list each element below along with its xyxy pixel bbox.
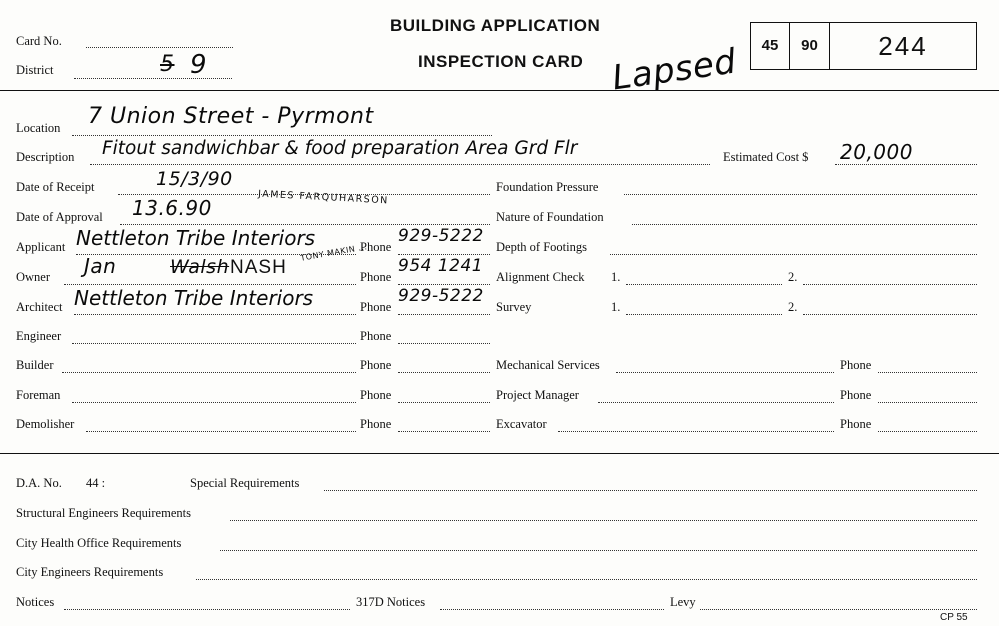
- estimated-cost-value: 20,000: [840, 140, 913, 164]
- owner-first-name: Jan: [84, 254, 117, 278]
- owner-phone: 954 1241: [398, 256, 484, 276]
- foreman-phone-label: Phone: [360, 388, 392, 402]
- card-no-line: [86, 47, 233, 48]
- architect-label: Architect: [16, 300, 63, 314]
- lapsed-signature: Lapsed: [609, 41, 739, 99]
- owner-struck-name: Walsh: [170, 256, 230, 278]
- owner-line: [64, 284, 356, 285]
- structural-engineers-line: [230, 520, 977, 521]
- owner-label: Owner: [16, 270, 51, 284]
- owner-value: NASH: [230, 257, 287, 278]
- survey-1-label: 1.: [611, 300, 621, 314]
- alignment-check-label: Alignment Check: [496, 270, 585, 284]
- alignment-check-2-label: 2.: [788, 270, 798, 284]
- applicant-phone-line: [398, 254, 490, 255]
- estimated-cost-line: [835, 164, 977, 165]
- city-engineers-line: [196, 579, 977, 580]
- foundation-pressure-label: Foundation Pressure: [496, 180, 599, 194]
- foreman-phone-line: [398, 402, 490, 403]
- architect-phone: 929-5222: [398, 286, 484, 306]
- foundation-pressure-line: [624, 194, 977, 195]
- demolisher-line: [86, 431, 356, 432]
- card-box-1: 45: [750, 22, 790, 70]
- estimated-cost-label: Estimated Cost $: [723, 150, 809, 164]
- demolisher-label: Demolisher: [16, 417, 75, 431]
- engineer-phone-line: [398, 343, 490, 344]
- header-divider: [0, 90, 999, 91]
- applicant-phone-label: Phone: [360, 240, 392, 254]
- city-health-label: City Health Office Requirements: [16, 536, 182, 550]
- city-engineers-label: City Engineers Requirements: [16, 565, 164, 579]
- district-value: 9: [190, 50, 208, 80]
- card-box-2: 90: [789, 22, 830, 70]
- depth-of-footings-line: [610, 254, 977, 255]
- excavator-phone-label: Phone: [840, 417, 872, 431]
- mechanical-services-phone-line: [878, 372, 977, 373]
- da-no-label: D.A. No.: [16, 476, 62, 490]
- nature-of-foundation-line: [632, 224, 977, 225]
- district-line: [74, 78, 232, 79]
- location-value: 7 Union Street - Pyrmont: [88, 104, 374, 129]
- district-struck-value: 5: [160, 52, 175, 77]
- city-health-line: [220, 550, 977, 551]
- demolisher-phone-label: Phone: [360, 417, 392, 431]
- mechanical-services-line: [616, 372, 834, 373]
- foreman-line: [72, 402, 356, 403]
- project-manager-phone-line: [878, 402, 977, 403]
- engineer-line: [72, 343, 356, 344]
- builder-line: [62, 372, 356, 373]
- description-value: Fitout sandwichbar & food preparation Area Grd Flr: [102, 138, 578, 159]
- notices-317d-label: 317D Notices: [356, 595, 426, 609]
- mechanical-services-label: Mechanical Services: [496, 358, 600, 372]
- da-no-value: 44 :: [86, 476, 106, 490]
- alignment-check-1-line: [626, 284, 782, 285]
- architect-phone-label: Phone: [360, 300, 392, 314]
- applicant-phone: 929-5222: [398, 226, 484, 246]
- survey-1-line: [626, 314, 782, 315]
- alignment-check-2-line: [803, 284, 977, 285]
- notices-317d-line: [440, 609, 664, 610]
- survey-label: Survey: [496, 300, 532, 314]
- builder-phone-label: Phone: [360, 358, 392, 372]
- lower-divider: [0, 453, 999, 454]
- demolisher-phone-line: [398, 431, 490, 432]
- date-of-receipt-label: Date of Receipt: [16, 180, 95, 194]
- special-requirements-label: Special Requirements: [190, 476, 300, 490]
- applicant-label: Applicant: [16, 240, 66, 254]
- engineer-label: Engineer: [16, 329, 62, 343]
- builder-label: Builder: [16, 358, 54, 372]
- architect-phone-line: [398, 314, 490, 315]
- owner-phone-line: [398, 284, 490, 285]
- description-label: Description: [16, 150, 75, 164]
- project-manager-phone-label: Phone: [840, 388, 872, 402]
- location-label: Location: [16, 121, 61, 135]
- notices-label: Notices: [16, 595, 55, 609]
- date-of-receipt-value: 15/3/90: [156, 168, 233, 190]
- notices-line: [64, 609, 350, 610]
- architect-line: [74, 314, 356, 315]
- description-line: [90, 164, 710, 165]
- applicant-value: Nettleton Tribe Interiors: [76, 226, 316, 250]
- excavator-phone-line: [878, 431, 977, 432]
- card-number-box: 244: [829, 22, 977, 70]
- nature-of-foundation-label: Nature of Foundation: [496, 210, 604, 224]
- owner-note: TONY MAKIN ...: [299, 242, 369, 263]
- foreman-label: Foreman: [16, 388, 61, 402]
- builder-phone-line: [398, 372, 490, 373]
- project-manager-line: [598, 402, 834, 403]
- date-of-approval-value: 13.6.90: [132, 196, 212, 220]
- alignment-check-1-label: 1.: [611, 270, 621, 284]
- excavator-line: [558, 431, 834, 432]
- excavator-label: Excavator: [496, 417, 547, 431]
- form-code: CP 55: [940, 612, 968, 623]
- special-requirements-line: [324, 490, 977, 491]
- survey-2-line: [803, 314, 977, 315]
- card-no-label: Card No.: [16, 34, 62, 48]
- mechanical-services-phone-label: Phone: [840, 358, 872, 372]
- levy-line: [700, 609, 977, 610]
- approval-note: JAMES FARQUHARSON: [257, 188, 390, 207]
- date-of-approval-line: [120, 224, 490, 225]
- location-line: [72, 135, 492, 136]
- levy-label: Levy: [670, 595, 696, 609]
- district-label: District: [16, 63, 54, 77]
- structural-engineers-label: Structural Engineers Requirements: [16, 506, 191, 520]
- survey-2-label: 2.: [788, 300, 798, 314]
- engineer-phone-label: Phone: [360, 329, 392, 343]
- owner-phone-label: Phone: [360, 270, 392, 284]
- depth-of-footings-label: Depth of Footings: [496, 240, 587, 254]
- title-line-1: BUILDING APPLICATION: [390, 16, 601, 35]
- project-manager-label: Project Manager: [496, 388, 579, 402]
- title-line-2: INSPECTION CARD: [418, 52, 584, 71]
- date-of-approval-label: Date of Approval: [16, 210, 103, 224]
- architect-value: Nettleton Tribe Interiors: [74, 286, 314, 310]
